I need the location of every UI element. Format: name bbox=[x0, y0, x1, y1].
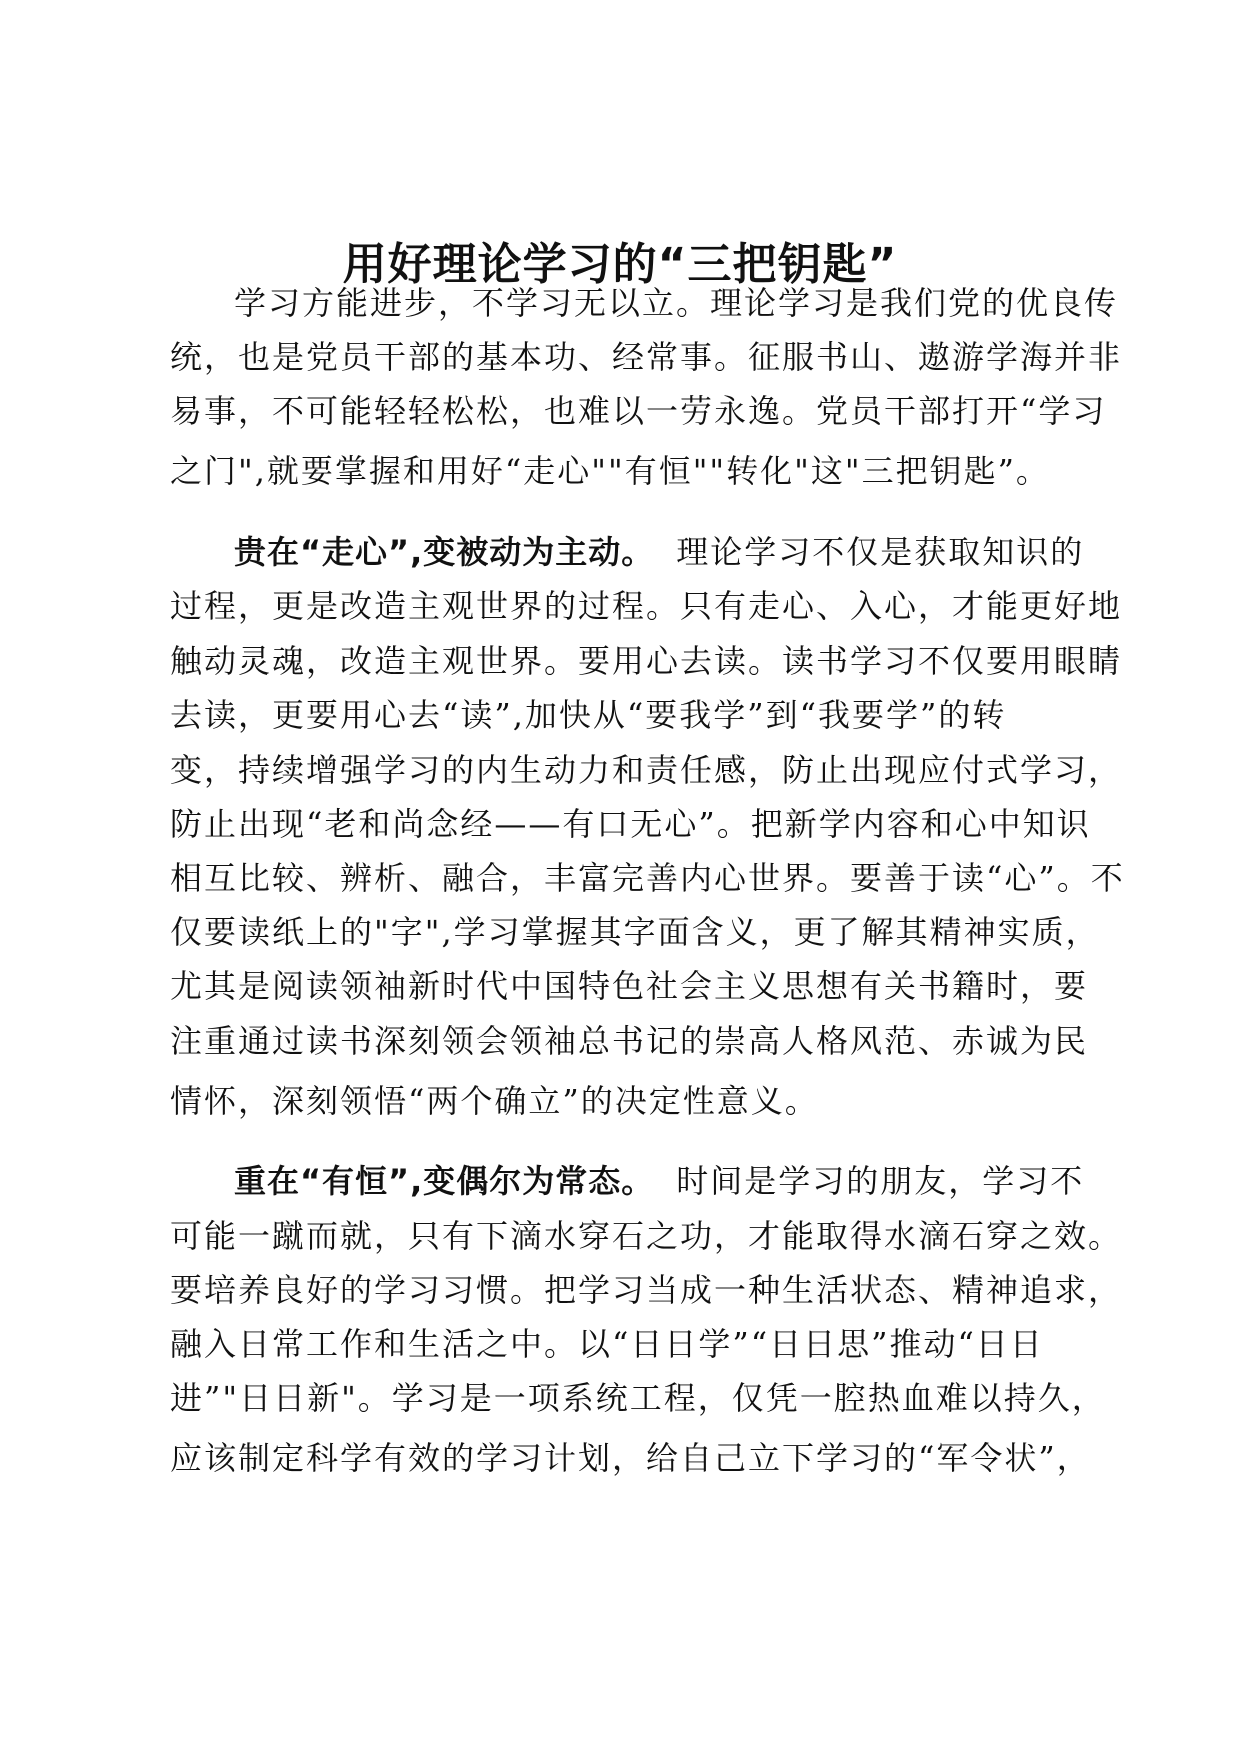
paragraph-2-line: 过程，更是改造主观世界的过程。只有走心、入心，才能更好地 bbox=[170, 587, 1123, 625]
paragraph-1-line: 统，也是党员干部的基本功、经常事。征服书山、遨游学海并非 bbox=[170, 338, 1123, 376]
paragraph-2-line: 变，持续增强学习的内生动力和责任感，防止出现应付式学习， bbox=[170, 751, 1123, 789]
paragraph-3-first-text: 时间是学习的朋友，学习不 bbox=[676, 1162, 1085, 1200]
paragraph-3-lead: 重在“有恒”,变偶尔为常态。 bbox=[234, 1162, 655, 1200]
paragraph-1-line: 易事，不可能轻轻松松，也难以一劳永逸。党员干部打开“学习 bbox=[170, 392, 1107, 430]
paragraph-2-line: 尤其是阅读领袖新时代中国特色社会主义思想有关书籍时，要 bbox=[170, 967, 1089, 1005]
paragraph-3-line: 要培养良好的学习习惯。把学习当成一种生活状态、精神追求， bbox=[170, 1271, 1123, 1309]
paragraph-2-first-line bbox=[234, 532, 1084, 572]
paragraph-1-line: 之门",就要掌握和用好“走心""有恒""转化"这"三把钥匙”。 bbox=[170, 452, 1050, 490]
paragraph-2-line: 去读，更要用心去“读”,加快从“要我学”到“我要学”的转 bbox=[170, 696, 1007, 734]
document-title: 用好理论学习的“三把钥匙” bbox=[342, 239, 898, 290]
paragraph-2-line: 防止出现“老和尚念经——有口无心”。把新学内容和心中知识 bbox=[170, 805, 1091, 843]
paragraph-2-line: 相互比较、辨析、融合，丰富完善内心世界。要善于读“心”。不 bbox=[170, 859, 1125, 897]
paragraph-2-line: 触动灵魂，改造主观世界。要用心去读。读书学习不仅要用眼睛 bbox=[170, 642, 1123, 680]
paragraph-1-line: 学习方能进步，不学习无以立。理论学习是我们党的优良传 bbox=[234, 284, 1119, 322]
paragraph-2-line: 情怀，深刻领悟“两个确立”的决定性意义。 bbox=[170, 1082, 819, 1120]
paragraph-3-line: 可能一蹴而就，只有下滴水穿石之功，才能取得水滴石穿之效。 bbox=[170, 1217, 1123, 1255]
paragraph-2-lead: 贵在“走心”,变被动为主动。 bbox=[234, 533, 655, 571]
paragraph-2-first-text: 理论学习不仅是获取知识的 bbox=[676, 533, 1085, 571]
paragraph-2-line: 仅要读纸上的"字",学习掌握其字面含义，更了解其精神实质， bbox=[170, 913, 1100, 951]
paragraph-3-first-line bbox=[234, 1161, 1084, 1201]
paragraph-3-line: 进”"日日新"。学习是一项系统工程，仅凭一腔热血难以持久， bbox=[170, 1379, 1106, 1417]
paragraph-3-line: 融入日常工作和生活之中。以“日日学”“日日思”推动“日日 bbox=[170, 1325, 1044, 1363]
paragraph-2-line: 注重通过读书深刻领会领袖总书记的崇高人格风范、赤诚为民 bbox=[170, 1022, 1089, 1060]
paragraph-3-line: 应该制定科学有效的学习计划，给自己立下学习的“军令状”， bbox=[170, 1439, 1091, 1477]
